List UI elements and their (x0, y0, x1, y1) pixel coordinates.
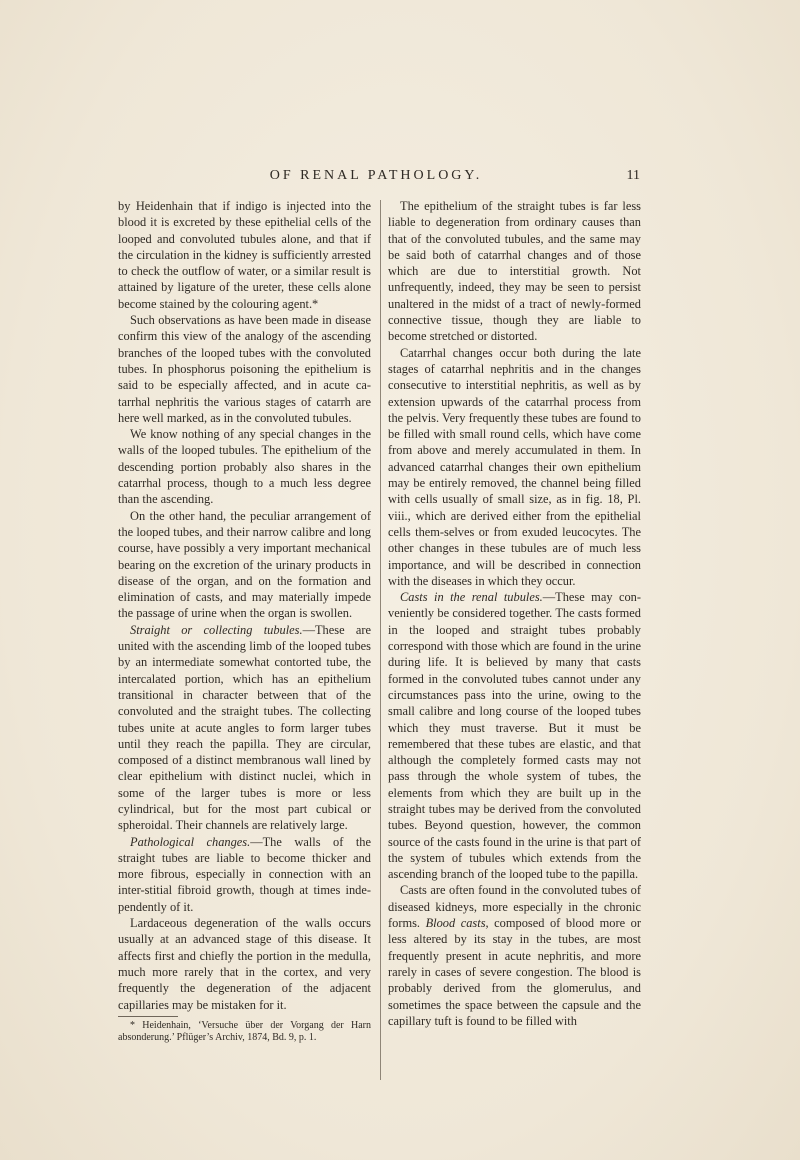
left-paragraph-2: Such observations as have been made in disease confirm this view of the analogy of the ascending branches of the looped tubes with the convoluted tubes. In phosphorus poisoning the epithelium is said to be especially affected, and in acute ca-tarrhal nephritis the various stages of catarrh are here well marked, as in the convoluted tubules. (118, 313, 371, 425)
pathological-changes-text: —The walls of the straight tubes are liable to become thicker and more fibrous, especially in connection with an inter-stitial fibroid growth, though at times inde-pendently of it. (118, 834, 371, 914)
right-paragraph-4 (388, 882, 641, 1029)
blood-casts-text: composed of blood more or less altered by its stay in the tubes, are most frequently present in acute nephritis, and more rarely in cases of severe congestion. The blood is probably derived from the glomerulus, and sometimes the space between the capsule and the capillary tuft is found to be filled with (388, 916, 642, 1028)
right-column (388, 198, 641, 1029)
pathological-changes-heading: Pathological changes. (130, 834, 251, 849)
casts-heading: Casts in the renal tubules. (400, 590, 543, 605)
left-paragraph-3: We know nothing of any special changes in the walls of the looped tubules. The epithelium of the descending portion probably also shares in the catarrhal process, though to a much less degree than the ascending. (118, 427, 371, 507)
column-divider (380, 200, 381, 1080)
right-paragraph-3 (388, 589, 641, 882)
left-paragraph-4: On the other hand, the peculiar arrangement of the looped tubes, and their narrow calibre and long course, have possibly a very important mechanical bearing on the excretion of the urinary products in disease of the organ, and on the formation and elimination of casts, and may materially impede the passage of urine when the organ is swollen. (118, 508, 371, 621)
casts-convoluted-text: Casts are often found in the convoluted tubes of diseased kidneys, more especially in the chronic forms. (388, 883, 641, 931)
footnote: * Heidenhain, ‘Versuche über der Vorgang der Harn absonderung.’ Pflüger’s Archiv, 1874, Bd. 9, p. 1. (118, 1019, 371, 1044)
straight-tubules-heading: Straight or collecting tubules. (130, 622, 303, 637)
left-column (118, 198, 371, 1045)
left-paragraph-5 (118, 622, 371, 834)
page-number: 11 (626, 168, 640, 183)
blood-casts-term: Blood casts, (425, 916, 489, 931)
right-paragraph-1: The epithelium of the straight tubes is far less liable to degeneration from ordinary causes than that of the convoluted tubules, and the same may be said both of catarrhal changes and of those which are due to interstitial growth. Not unfrequently, indeed, they may be seen to persist unaltered in the midst of a tract of newly-formed connective tissue, though they are liable to become stretched or distorted. (388, 199, 641, 344)
left-paragraph-6 (118, 834, 371, 915)
straight-tubules-text: —These are united with the ascending limb of the looped tubes by an intermediate somewhat contorted tube, the intercalated portion, which has an epithelium transitional in character between that of the convoluted and the straight tubes. The collecting tubes unite at acute angles to form larger tubes until they reach the papilla. They are circular, composed of a distinct membranous wall lined by clear epithelium with distinct nuclei, which in some of the larger tubes is more or less cylindrical, but for the most part cubical or spheroidal. Their channels are relatively large. (118, 622, 371, 833)
page-header (112, 168, 640, 188)
casts-text: —These may con-veniently be considered together. The casts formed in the looped and straight tubes probably correspond with those which are found in the urine during life. It is believed by many that casts formed in the convoluted tubes cannot under any circumstances pass into the urine, owing to the small calibre and long course of the looped tubes which they must traverse. But it must be remembered that these tubes are elastic, and that although the completely formed casts may not pass through the whole system of tubes, the elements from which they are built up in the straight tubes may be derived from the convoluted tubes. Beyond question, however, the common source of the casts found in the urine is that part of the system of tubules which extends from the ascending branch of the looped tube to the papilla. (388, 590, 641, 882)
right-paragraph-2: Catarrhal changes occur both during the late stages of catarrhal nephritis and in the changes consecutive to interstitial nephritis, as well as by extension upwards of the catarrhal process from the pelvis. Very frequently these tubes are found to be filled with small round cells, which have come from above and merely accumulated in them. In advanced catarrhal changes their own epithelium may be entirely removed, the channel being filled with cells usually of small size, as in fig. 18, Pl. viii., which are derived either from the epithelial cells them-selves or from exuded leucocytes. The other changes in these tubules are of much less importance, and will be described in connection with the diseases in which they occur. (388, 345, 641, 588)
left-paragraph-7: Lardaceous degeneration of the walls occurs usually at an advanced stage of this disease. It affects first and chiefly the portion in the medulla, much more rarely that in the cortex, and very frequently the degeneration of the adjacent capillaries may be mistaken for it. (118, 916, 371, 1012)
running-head: OF RENAL PATHOLOGY. (269, 168, 483, 183)
footnote-rule (118, 1016, 178, 1017)
left-paragraph-1: by Heidenhain that if indigo is injected into the blood it is excreted by these epithelial cells of the looped and convoluted tubules alone, and that if the circulation in the kidney is sufficiently arrested to check the outflow of water, or a similar result is attained by ligature of the ureter, these cells alone become stained by the colouring agent.* (118, 199, 371, 311)
